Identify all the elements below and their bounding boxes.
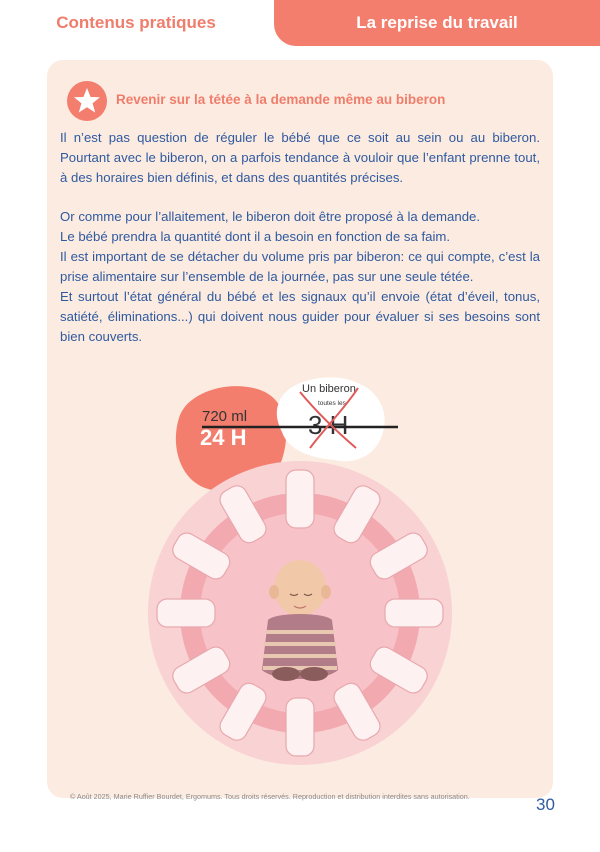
paragraph-1: Il n’est pas question de réguler le bébé que ce soit au sein ou au biberon. Pourtant avec le biberon, on a parfois tendance à vouloir que l’enfant prenne tout, à des horaires bien définis, et dans des quantités précises. bbox=[60, 130, 540, 185]
paragraph-5: Et surtout l’état général du bébé et les signaux qu’il envoie (état d’éveil, tonus, satiété, éliminations...) qui doivent nous guider pour évaluer si ses besoins sont bien couverts. bbox=[60, 289, 540, 344]
paragraph-4: Il est important de se détacher du volume pris par biberon: ce qui compte, c’est la prise alimentaire sur l’ensemble de la journée, pas sur une seule tétée. bbox=[60, 249, 540, 284]
cloud-line-1: Un biberon bbox=[302, 383, 356, 395]
cloud-line-2: toutes les bbox=[318, 400, 346, 407]
period-label: 24 H bbox=[200, 425, 247, 450]
header-category: Contenus pratiques bbox=[56, 13, 216, 32]
page-number: 30 bbox=[536, 795, 555, 814]
header-chapter-tab: La reprise du travail bbox=[274, 0, 600, 46]
cloud-line-3: 3 H bbox=[308, 410, 349, 440]
body-text bbox=[60, 128, 540, 347]
feeding-illustration bbox=[140, 370, 460, 770]
copyright-notice: © Août 2025, Marie Ruffier Bourdet, Ergomums. Tous droits réservés. Reproduction et distribution interdites sans autorisation. bbox=[70, 792, 470, 801]
paragraph-3: Le bébé prendra la quantité dont il a besoin en fonction de sa faim. bbox=[60, 229, 451, 244]
section-title: Revenir sur la tétée à la demande même au biberon bbox=[116, 92, 446, 107]
paragraph-2: Or comme pour l’allaitement, le biberon doit être proposé à la demande. bbox=[60, 209, 481, 224]
volume-label: 720 ml bbox=[202, 408, 248, 425]
star-icon bbox=[67, 81, 107, 121]
